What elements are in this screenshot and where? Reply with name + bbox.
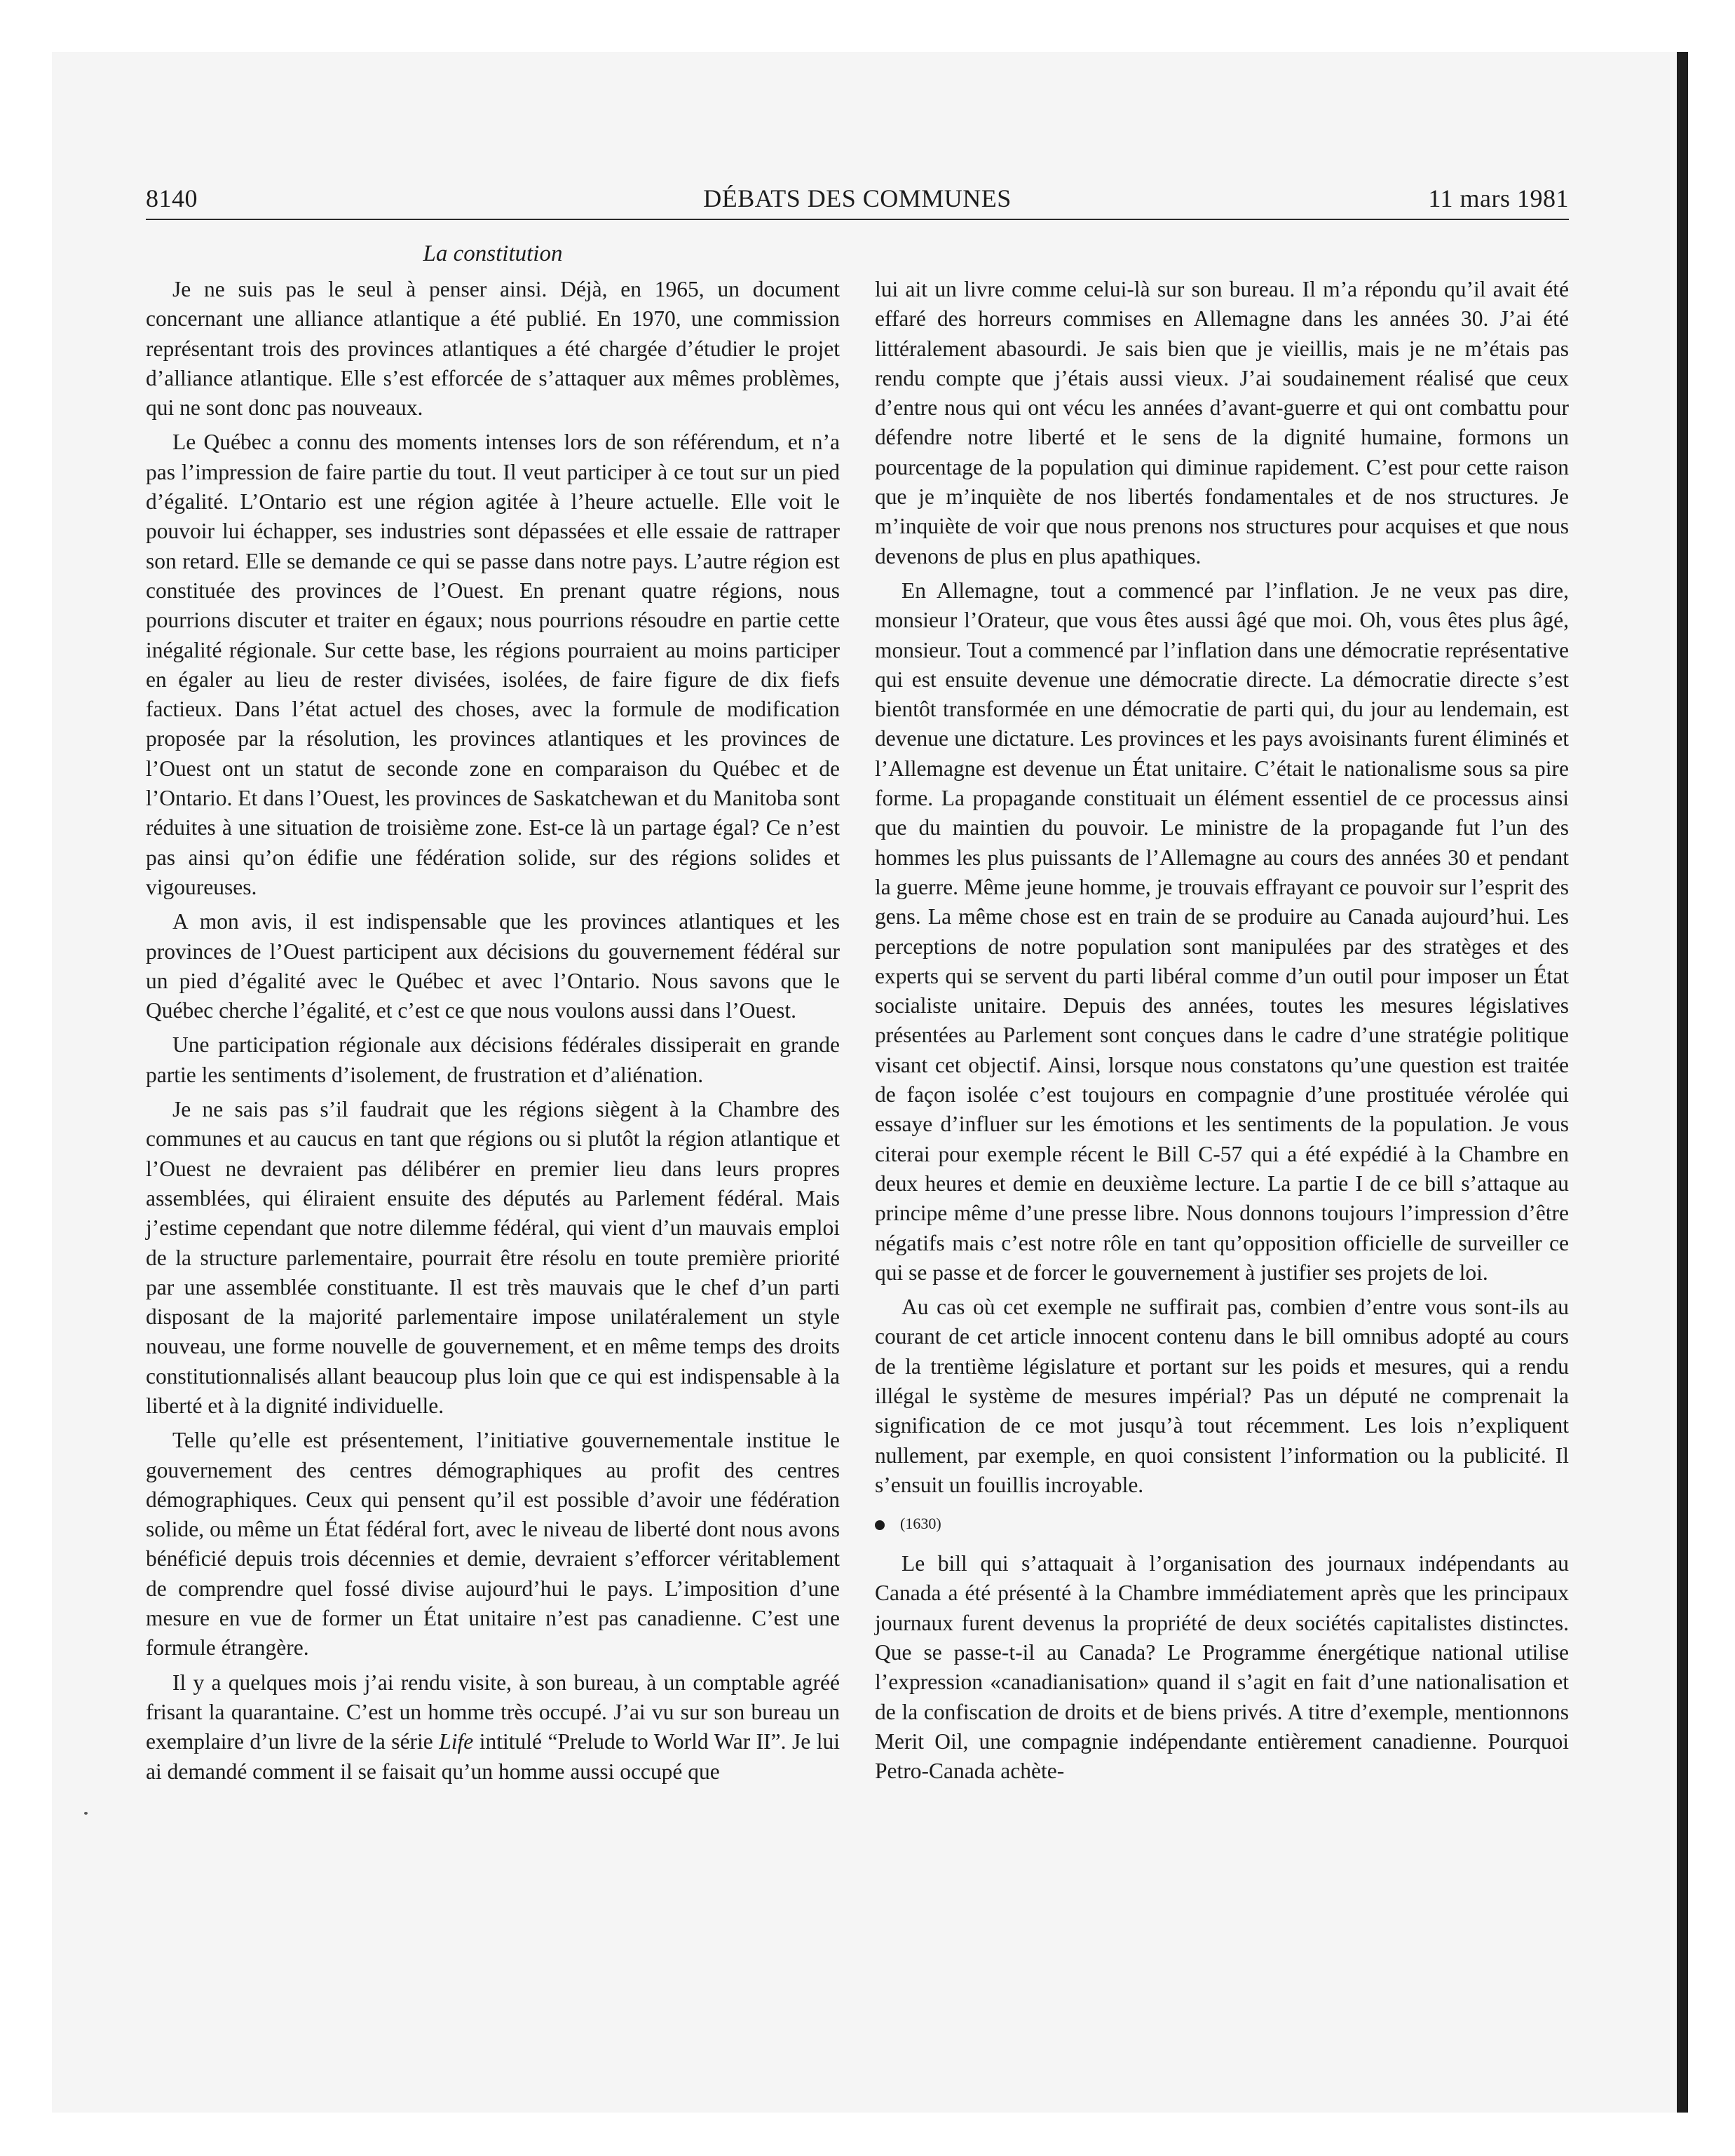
page-edge-bar (1677, 52, 1688, 2113)
time-stamp-text: (1630) (900, 1515, 941, 1533)
section-title: La constitution (423, 241, 563, 266)
paragraph: Le bill qui s’attaquait à l’organisation des journaux indépendants au Canada a été présenté à la Chambre immédiatement après que les principaux journaux furent devenus la propriété de deux sociétés capitalistes distinctes. Que se passe-t-il au Canada? Le Programme énergétique national utilise l’expression «canadianisation» quand il s’agit en fait d’une nationalisation et de la confiscation de droits et de biens privés. A titre d’exemple, mentionnons Merit Oil, une compagnie indépendante entièrement canadienne. Pourquoi Petro-Canada achète- (875, 1551, 1569, 1784)
paragraph: Je ne sais pas s’il faudrait que les régions siègent à la Chambre des communes et au caucus en tant que régions ou si plutôt la région atlantique et l’Ouest ne devraient pas délibérer en premier lieu dans leurs propres assemblées, qui éliraient ensuite des députés au Parlement fédéral. Mais j’estime cependant que notre dilemme fédéral, qui vient d’un mauvais emploi de la structure parlementaire, pourrait être résolu en toute première priorité par une assemblée constituante. Il est très mauvais que le chef d’un parti disposant de la majorité parlementaire impose unilatéralement un style nouveau, une forme nouvelle de gouvernement, et en même temps des droits constitutionnalisés allant beaucoup plus loin que ce qui est indispensable à la liberté et à la dignité individuelle. (146, 1097, 840, 1418)
publication-date: 11 mars 1981 (1428, 184, 1569, 212)
paragraph-text: Il y a quelques mois j’ai rendu visite, à son bureau, à un comptable agréé frisant la quarantaine. C’est un homme très occupé. J’ai vu sur son bureau un exemplaire d’un livre de la série (146, 1670, 840, 1754)
paragraph-text: intitulé “Prelude to World War II”. Je lui ai demandé comment il se faisait qu’un homme aussi occupé que (146, 1729, 840, 1784)
header-rule (146, 219, 1569, 220)
paragraph: Je ne suis pas le seul à penser ainsi. Déjà, en 1965, un document concernant une alliance atlantique a été publié. En 1970, une commission représentant trois des provinces atlantiques a été chargée d’étudier le projet d’alliance atlantique. Elle s’est efforcée de s’attaquer aux mêmes problèmes, qui ne sont donc pas nouveaux. (146, 277, 840, 421)
paragraph: Telle qu’elle est présentement, l’initiative gouvernementale institue le gouvernement des centres démographiques au profit des centres démographiques. Ceux qui pensent qu’il est possible d’avoir une fédération solide, ou même un État fédéral fort, avec le niveau de liberté dont nous avons bénéficié depuis trois décennies et demie, devraient s’efforcer véritablement de comprendre quel fossé divise aujourd’hui le pays. L’imposition d’une mesure en vue de former un État unitaire n’est pas canadienne. C’est une formule étrangère. (146, 1428, 840, 1660)
paragraph: A mon avis, il est indispensable que les provinces atlantiques et les provinces de l’Ouest participent aux décisions du gouvernement fédéral sur un pied d’égalité avec le Québec et avec l’Ontario. Nous savons que le Québec cherche l’égalité, et c’est ce que nous voulons aussi dans l’Ouest. (146, 909, 840, 1023)
book-series-title: Life (439, 1729, 474, 1754)
right-column (875, 275, 1569, 1792)
page-number: 8140 (146, 184, 198, 212)
scan-speck (84, 1812, 88, 1815)
page-header (146, 181, 1569, 216)
paragraph: Une participation régionale aux décisions fédérales dissiperait en grande partie les sentiments d’isolement, de frustration et d’aliénation. (146, 1032, 840, 1087)
bullet-icon (875, 1520, 885, 1530)
paragraph: Au cas où cet exemple ne suffirait pas, combien d’entre vous sont-ils au courant de cet article innocent contenu dans le bill omnibus adopté au cours de la trentième législature et portant sur les poids et mesures, qui a rendu illégal le système de mesures impérial? Pas un député ne comprenait la signification de ce mot jusqu’à tout récemment. Les lois n’expliquent nullement, par exemple, en quoi consistent l’information ou la publicité. Il s’ensuit un fouillis incroyable. (875, 1295, 1569, 1497)
paragraph: Le Québec a connu des moments intenses lors de son référendum, et n’a pas l’impression de faire partie du tout. Il veut participer à ce tout sur un pied d’égalité. L’Ontario est une région agitée à l’heure actuelle. Elle voit le pouvoir lui échapper, ses industries sont dépassées et elle essaie de rattraper son retard. Elle se demande ce qui se passe dans notre pays. L’autre région est constituée des provinces de l’Ouest. En prenant quatre régions, nous pourrions discuter et traiter en égaux; nous pourrions résoudre en partie cette inégalité régionale. Sur cette base, les régions pourraient au moins participer en égaler au lieu de rester divisées, isolées, de faire figure de dix fiefs factieux. Dans l’état actuel des choses, avec la formule de modification proposée par la résolution, les provinces atlantiques et les provinces de l’Ouest ont un statut de seconde zone en comparaison du Québec et de l’Ontario. Et dans l’Ouest, les provinces de Saskatchewan et du Manitoba sont réduites à une situation de troisième zone. Est-ce là un partage égal? Ce n’est pas ainsi qu’on édifie une fédération solide, sur des régions solides et vigoureuses. (146, 430, 840, 899)
paragraph: En Allemagne, tout a commencé par l’inflation. Je ne veux pas dire, monsieur l’Orateur, que vous êtes aussi âgé que moi. Oh, vous êtes plus âgé, monsieur. Tout a commencé par l’inflation dans une démocratie représentative qui est ensuite devenue une démocratie directe. La démocratie directe s’est bientôt transformée en une démocratie de parti qui, du jour au lendemain, est devenue une dictature. Les provinces et les pays avoisinants furent éliminés et l’Allemagne est devenue un État unitaire. C’était le nationalisme sous sa pire forme. La propagande constituait un élément essentiel de ce processus ainsi que du maintien du pouvoir. Le ministre de la propagande fut l’un des hommes les plus puissants de l’Allemagne au cours des années 30 et pendant la guerre. Même jeune homme, je trouvais effrayant ce pouvoir sur l’esprit des gens. La même chose est en train de se produire au Canada aujourd’hui. Les perceptions de notre population sont manipulées par des stratèges et des experts qui se servent du parti libéral comme d’un outil pour imposer un État socialiste unitaire. Depuis des années, toutes les mesures législatives présentées au Parlement sont conçues dans le cadre d’une stratégie politique visant cet objectif. Ainsi, lorsque nous constatons qu’une question est traitée de façon isolée c’est toujours en compagnie d’une prostituée vérolée qui essaye d’influer sur les émotions et les sentiments de la population. Je vous citerai pour exemple récent le Bill C-57 qui a été expédié à la Chambre en deux heures et demie en deuxième lecture. La partie I de ce bill s’attaque au principe même d’une presse libre. Nous donnons toujours l’impression d’être négatifs mais c’est notre rôle en tant qu’opposition officielle de surveiller ce qui se passe et de forcer le gouvernement à justifier ses projets de loi. (875, 578, 1569, 1285)
left-column (146, 275, 840, 1792)
paragraph-continued: lui ait un livre comme celui-là sur son bureau. Il m’a répondu qu’il avait été effaré des horreurs commises en Allemagne dans les années 30. J’ai été littéralement abasourdi. Je sais bien que je vieillis, mais je ne m’étais pas rendu compte que j’étais aussi vieux. J’ai soudainement réalisé que ceux d’entre nous qui ont vécu les années d’avant-guerre et qui ont combattu pour défendre notre liberté et le sens de la dignité humaine, formons un pourcentage de la population qui diminue rapidement. C’est pour cette raison que je m’inquiète de nos libertés fondamentales et de nos structures. Je m’inquiète de voir que nous prenons nos structures pour acquises et que nous devenons de plus en plus apathiques. (875, 277, 1569, 568)
time-stamp (875, 1510, 1569, 1538)
publication-title: DÉBATS DES COMMUNES (703, 184, 1012, 212)
paragraph (146, 1668, 840, 1787)
